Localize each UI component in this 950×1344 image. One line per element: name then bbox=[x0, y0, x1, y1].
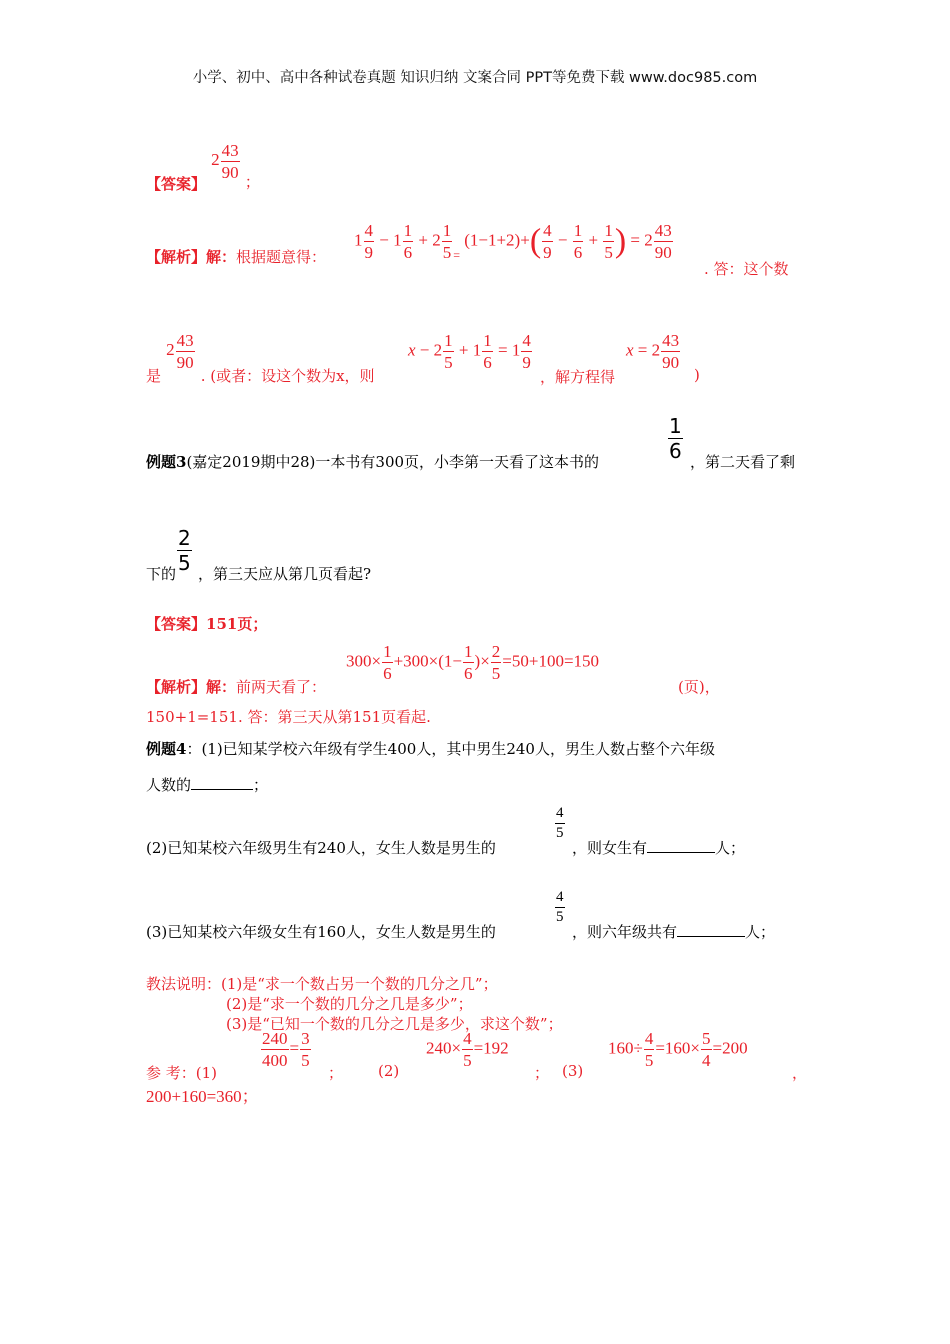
mixed-whole: 1 bbox=[393, 230, 402, 250]
reference-expr-2 bbox=[426, 1030, 509, 1069]
question-text-4: ，第三天应从第几页看起? bbox=[198, 565, 372, 583]
text-shi: 是 bbox=[146, 367, 162, 386]
operator: − bbox=[557, 230, 568, 250]
numerator: 2 bbox=[491, 642, 501, 661]
question-text: (嘉定2019期中28)一本书有300页，小李第一天看了这本书的 bbox=[186, 453, 600, 471]
variable-x: x bbox=[408, 340, 416, 360]
numerator: 2 bbox=[178, 526, 191, 550]
denominator: 6 bbox=[464, 664, 473, 683]
answer-block-ex2 bbox=[146, 136, 260, 194]
example-title: 例题3 bbox=[146, 453, 187, 471]
denominator: 6 bbox=[483, 353, 492, 372]
question-text: ：(1)已知某学校六年级有学生400人，其中男生240人，男生人数占整个六年级 bbox=[186, 740, 715, 758]
analysis-text: 前两天看了： bbox=[236, 678, 327, 696]
answer-blank[interactable] bbox=[191, 789, 253, 790]
close-paren: ) bbox=[694, 366, 700, 384]
question-text: 人数的 bbox=[146, 776, 192, 794]
numerator: 1 bbox=[573, 221, 583, 240]
variable-x: x bbox=[626, 340, 634, 360]
answer-tail: ； bbox=[244, 173, 260, 192]
analysis-text: 根据题意得： bbox=[236, 248, 327, 266]
right-paren: ) bbox=[614, 222, 627, 260]
expression-part: =200 bbox=[712, 1038, 748, 1058]
denominator: 5 bbox=[556, 909, 564, 925]
denominator: 4 bbox=[702, 1051, 711, 1070]
reference-tail-2: ； bbox=[534, 1064, 550, 1082]
denominator: 90 bbox=[662, 353, 680, 372]
example-title: 例题4 bbox=[146, 740, 187, 758]
operator: + bbox=[418, 230, 428, 250]
mixed-whole: 2 bbox=[433, 340, 443, 360]
mixed-number bbox=[166, 331, 196, 372]
expression-part: =160× bbox=[655, 1038, 701, 1058]
expression-part: )× bbox=[474, 651, 490, 671]
mixed-whole: 1 bbox=[354, 230, 363, 250]
example4-q1 bbox=[146, 738, 715, 759]
answer-blank[interactable] bbox=[647, 852, 715, 853]
expression-part: =192 bbox=[473, 1038, 509, 1058]
expression-part: 300× bbox=[346, 651, 382, 671]
numerator: 4 bbox=[522, 331, 531, 350]
analysis-line1-ex2 bbox=[146, 222, 327, 266]
analysis-label: 【解析】 bbox=[146, 678, 207, 696]
denominator: 5 bbox=[444, 353, 453, 372]
denominator: 5 bbox=[491, 664, 501, 683]
analysis-expression-ex3 bbox=[346, 643, 599, 682]
text-or: . (或者：设这个数为x，则 bbox=[200, 367, 375, 386]
reference-label-1: 参 考：(1) bbox=[146, 1064, 218, 1082]
example4-q2-tail bbox=[572, 837, 745, 858]
denominator: 400 bbox=[262, 1051, 288, 1070]
numerator: 1 bbox=[403, 221, 413, 240]
reference-label-3: (3) bbox=[562, 1062, 584, 1080]
fraction-q2 bbox=[554, 806, 566, 841]
text-solve: ，解方程得 bbox=[540, 368, 616, 386]
mixed-whole: 2 bbox=[651, 340, 661, 360]
expression-part: =50+100=150 bbox=[502, 651, 600, 671]
expression-part: 160÷ bbox=[608, 1038, 643, 1058]
example4-q3-tail bbox=[572, 921, 775, 942]
analysis-line2-ex2 bbox=[146, 331, 375, 386]
analysis-line2-ex3: 150+1=151. 答：第三天从第151页看起. bbox=[146, 708, 431, 726]
denominator: 9 bbox=[364, 243, 373, 262]
mixed-whole: 2 bbox=[644, 230, 653, 250]
denominator: 5 bbox=[556, 825, 564, 841]
mixed-whole: 1 bbox=[511, 340, 521, 360]
example3-title bbox=[146, 451, 599, 472]
denominator: 6 bbox=[669, 439, 682, 463]
answer-blank[interactable] bbox=[677, 936, 745, 937]
numerator: 3 bbox=[301, 1029, 310, 1048]
numerator: 1 bbox=[483, 331, 492, 350]
analysis-ex3 bbox=[146, 676, 326, 697]
solution-x bbox=[626, 332, 681, 371]
denominator: 5 bbox=[463, 1051, 472, 1070]
question-text: (3)已知某校六年级女生有160人，女生人数是男生的 bbox=[146, 923, 496, 941]
numerator: 43 bbox=[176, 331, 194, 350]
expression-part: 240× bbox=[426, 1038, 462, 1058]
example4-q2 bbox=[146, 837, 496, 858]
expression-part: +300×(1− bbox=[393, 651, 463, 671]
question-end: ； bbox=[253, 776, 269, 794]
teaching-note-2: (2)是“求一个数的几分之几是多少”； bbox=[226, 995, 473, 1013]
numerator: 4 bbox=[556, 889, 564, 905]
answer-mixed-number bbox=[211, 141, 245, 182]
denominator: 6 bbox=[573, 243, 583, 262]
expression-group: (1−1+2)+ bbox=[464, 230, 530, 250]
mixed-whole: 2 bbox=[211, 150, 220, 170]
equation-x bbox=[408, 332, 533, 371]
denominator: 5 bbox=[178, 551, 191, 575]
denominator: 9 bbox=[522, 353, 531, 372]
numerator: 1 bbox=[444, 331, 453, 350]
question-text-3: 下的 bbox=[146, 565, 177, 583]
equals-sign: = bbox=[497, 340, 508, 360]
reference-last: 200+160=360； bbox=[146, 1087, 259, 1106]
numerator: 43 bbox=[662, 331, 680, 350]
denominator: 5 bbox=[644, 1051, 654, 1070]
mixed-whole: 2 bbox=[166, 340, 175, 360]
numerator: 4 bbox=[364, 221, 373, 240]
question-end: 人； bbox=[745, 923, 776, 941]
teaching-note-1: 教法说明：(1)是“求一个数占另一个数的几分之几”； bbox=[146, 975, 498, 993]
numerator: 43 bbox=[654, 221, 672, 240]
mixed-whole: 1 bbox=[472, 340, 482, 360]
example4-q1-line2 bbox=[146, 774, 268, 795]
question-text-2: ，第二天看了剩 bbox=[690, 453, 796, 471]
teaching-note-3: (3)是“已知一个数的几分之几是多少，求这个数”； bbox=[226, 1015, 563, 1033]
numerator: 1 bbox=[464, 642, 473, 661]
answer-label: 【答案】 bbox=[146, 175, 207, 194]
numerator: 4 bbox=[543, 221, 552, 240]
denominator: 90 bbox=[654, 243, 672, 262]
analysis-lead: 解： bbox=[206, 248, 237, 266]
analysis-answer-text: . 答：这个数 bbox=[704, 260, 789, 278]
operator: + bbox=[588, 230, 599, 250]
mixed-whole: 2 bbox=[432, 230, 441, 250]
numerator: 1 bbox=[669, 414, 682, 438]
reference-tail-1: ； bbox=[328, 1064, 344, 1082]
analysis-expression-ex2 bbox=[354, 222, 674, 261]
numerator: 1 bbox=[383, 642, 392, 661]
numerator: 4 bbox=[463, 1029, 472, 1048]
equals-sign: = bbox=[453, 248, 460, 263]
reference-label-2: (2) bbox=[378, 1062, 400, 1080]
answer-ex3 bbox=[146, 613, 267, 634]
denominator: 6 bbox=[403, 243, 413, 262]
question-text: ，则六年级共有 bbox=[572, 923, 678, 941]
numerator: 1 bbox=[604, 221, 613, 240]
operator: + bbox=[458, 340, 469, 360]
answer-label: 【答案】 bbox=[146, 615, 207, 633]
denominator: 6 bbox=[383, 664, 392, 683]
question-text: (2)已知某校六年级男生有240人，女生人数是男生的 bbox=[146, 839, 496, 857]
numerator: 4 bbox=[556, 805, 564, 821]
fraction-one-sixth bbox=[667, 416, 684, 461]
analysis-lead: 解： bbox=[206, 678, 237, 696]
fraction-two-fifths bbox=[176, 528, 193, 573]
numerator: 240 bbox=[262, 1029, 288, 1048]
left-paren: ( bbox=[529, 222, 542, 260]
equals-sign: = bbox=[630, 230, 640, 250]
answer-value: 151页； bbox=[206, 615, 268, 633]
question-end: 人； bbox=[715, 839, 746, 857]
denominator: 90 bbox=[176, 353, 194, 372]
operator: − bbox=[419, 340, 430, 360]
numerator: 43 bbox=[221, 141, 239, 160]
numerator: 4 bbox=[644, 1029, 654, 1048]
numerator: 1 bbox=[442, 221, 452, 240]
fraction-q3 bbox=[554, 890, 566, 925]
operator: − bbox=[379, 230, 389, 250]
page-header: 小学、初中、高中各种试卷真题 知识归纳 文案合同 PPT等免费下载 www.doc985.com bbox=[192, 70, 758, 86]
denominator: 5 bbox=[442, 243, 452, 262]
reference-expr-1 bbox=[260, 1030, 312, 1069]
example4-q3 bbox=[146, 921, 496, 942]
denominator: 90 bbox=[221, 163, 239, 182]
equals-sign: = bbox=[289, 1038, 300, 1058]
denominator: 9 bbox=[543, 243, 552, 262]
reference-expr-3 bbox=[608, 1030, 748, 1069]
equals-sign: = bbox=[637, 340, 648, 360]
numerator: 5 bbox=[702, 1029, 711, 1048]
analysis-label: 【解析】 bbox=[146, 248, 207, 266]
denominator: 5 bbox=[301, 1051, 310, 1070]
reference-tail-3: ， bbox=[792, 1064, 808, 1082]
denominator: 5 bbox=[604, 243, 613, 262]
unit-pages: (页)， bbox=[678, 678, 720, 696]
question-text: ，则女生有 bbox=[572, 839, 648, 857]
